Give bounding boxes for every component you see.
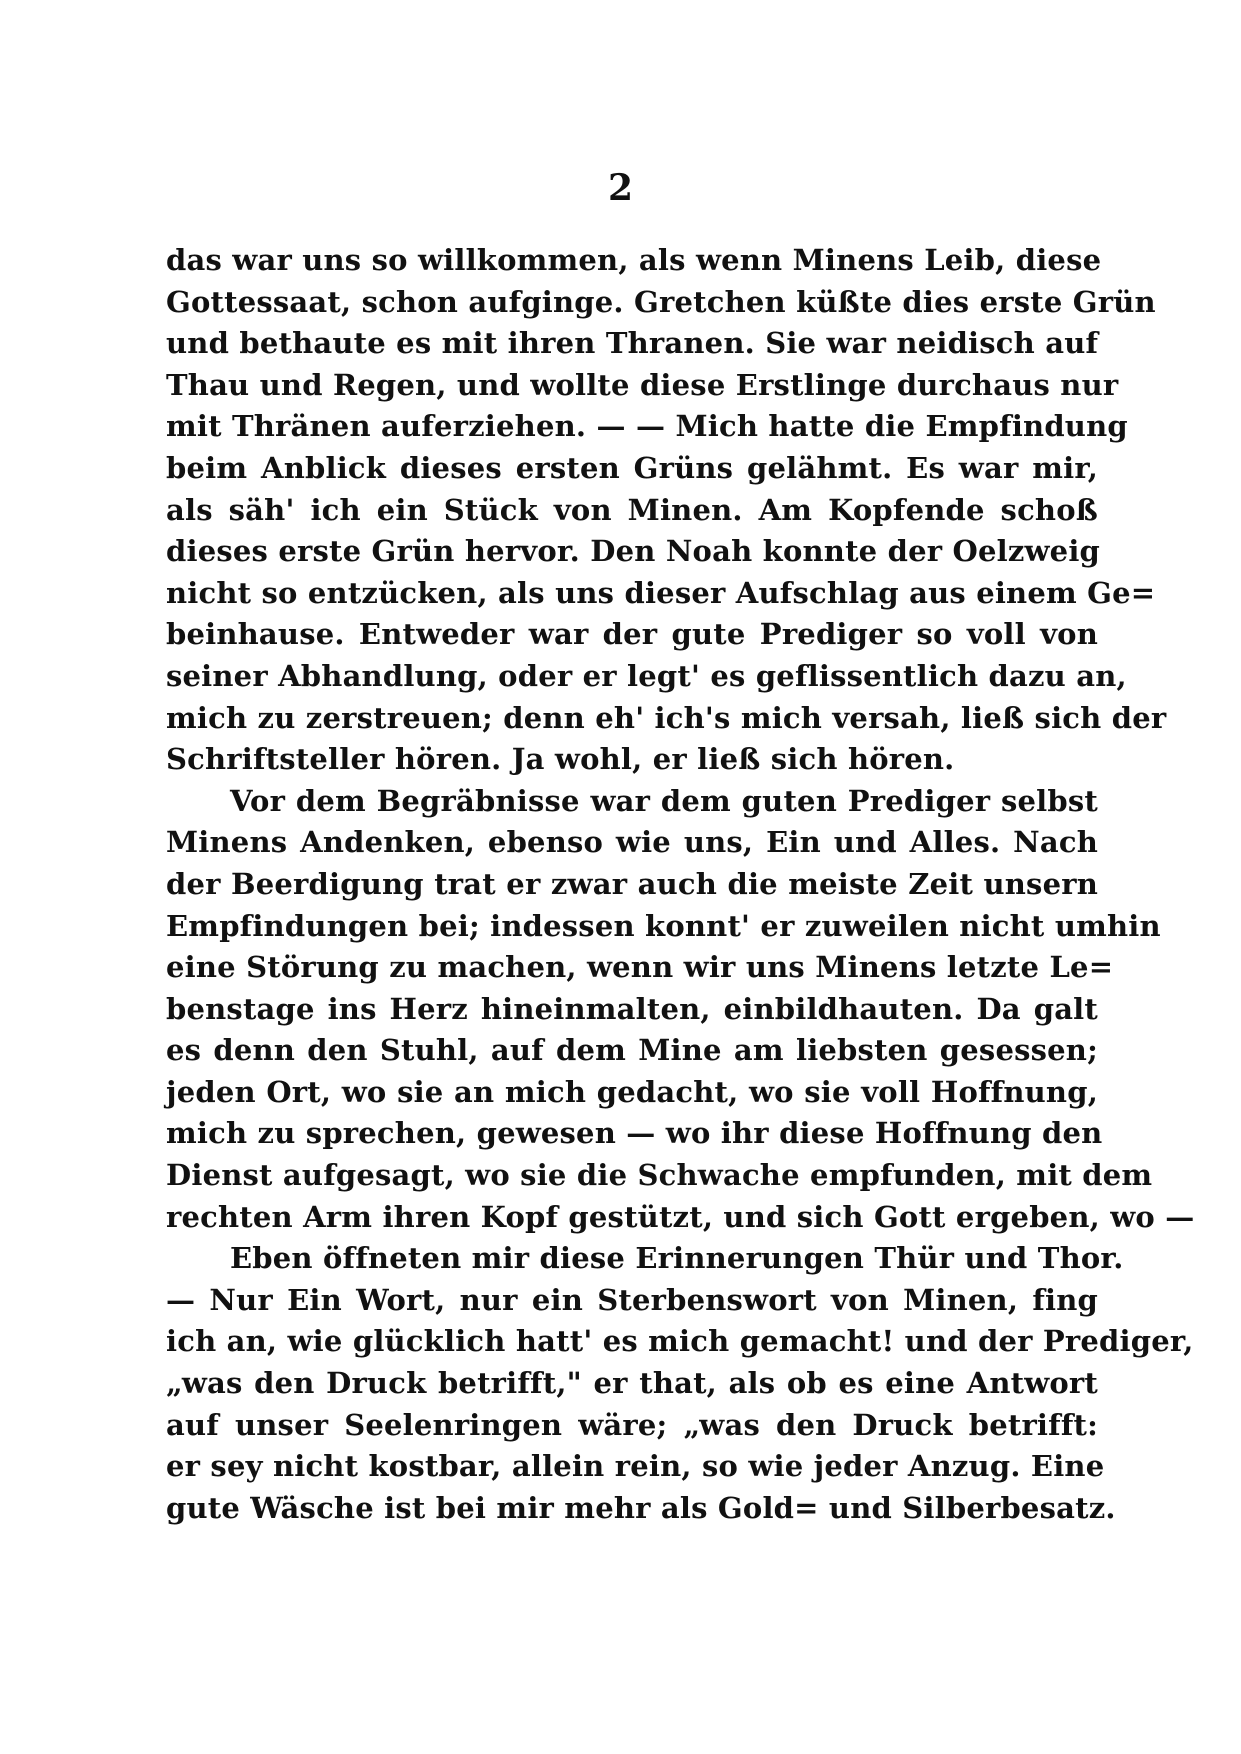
text-line: Empfindungen bei; indessen konnt' er zuweilen nicht umhin — [166, 908, 1161, 943]
text-line: Minens Andenken, ebenso wie uns, Ein und Alles. Nach — [166, 825, 1098, 860]
text-line: mich zu zerstreuen; denn eh' ich's mich versah, ließ sich der — [166, 700, 1167, 735]
text-line: nicht so entzücken, als uns dieser Aufschlag aus einem Ge= — [166, 575, 1156, 610]
text-line: und bethaute es mit ihren Thranen. Sie war neidisch auf — [166, 326, 1099, 361]
text-line: „was den Druck betrifft," er that, als ob es eine Antwort — [166, 1366, 1098, 1401]
text-line: beim Anblick dieses ersten Grüns gelähmt. Es war mir, — [166, 450, 1098, 485]
text-line: — Nur Ein Wort, nur ein Sterbenswort von Minen, fing — [166, 1282, 1098, 1317]
text-line: rechten Arm ihren Kopf gestützt, und sich Gott ergeben, wo — — [166, 1199, 1195, 1234]
text-line: eine Störung zu machen, wenn wir uns Minens letzte Le= — [166, 950, 1114, 985]
text-line: es denn den Stuhl, auf dem Mine am liebsten gesessen; — [166, 1033, 1098, 1068]
text-line: Vor dem Begräbnisse war dem guten Prediger selbst — [230, 783, 1098, 818]
text-line: mit Thränen auferziehen. — — Mich hatte die Empfindung — [166, 409, 1128, 444]
text-line: als säh' ich ein Stück von Minen. Am Kopfende schoß — [166, 492, 1098, 527]
text-line: dieses erste Grün hervor. Den Noah konnte der Oelzweig — [166, 534, 1101, 569]
text-line: Schriftsteller hören. Ja wohl, er ließ sich hören. — [166, 742, 955, 777]
text-line: mich zu sprechen, gewesen — wo ihr diese Hoffnung den — [166, 1116, 1103, 1151]
text-line: seiner Abhandlung, oder er legt' es geflissentlich dazu an, — [166, 658, 1127, 693]
text-line: ich an, wie glücklich hatt' es mich gemacht! und der Prediger, — [166, 1324, 1194, 1359]
text-line: auf unser Seelenringen wäre; „was den Druck betrifft: — [166, 1407, 1098, 1442]
text-line: Thau und Regen, und wollte diese Erstlinge durchaus nur — [166, 367, 1119, 402]
text-line: der Beerdigung trat er zwar auch die meiste Zeit unsern — [166, 866, 1098, 901]
text-line: gute Wäsche ist bei mir mehr als Gold= und Silberbesatz. — [166, 1490, 1116, 1525]
text-line: jeden Ort, wo sie an mich gedacht, wo sie voll Hoffnung, — [166, 1074, 1098, 1109]
text-line: Gottessaat, schon aufginge. Gretchen küßte dies erste Grün — [166, 284, 1156, 319]
body-text — [166, 240, 1195, 1529]
text-line: er sey nicht kostbar, allein rein, so wie jeder Anzug. Eine — [166, 1449, 1105, 1484]
text-line: das war uns so willkommen, als wenn Minens Leib, diese — [166, 243, 1102, 277]
page-number: 2 — [607, 167, 634, 209]
text-line: Dienst aufgesagt, wo sie die Schwache empfunden, mit dem — [166, 1158, 1153, 1193]
text-line: Eben öffneten mir diese Erinnerungen Thür und Thor. — [230, 1241, 1124, 1276]
text-line: beinhause. Entweder war der gute Prediger so voll von — [166, 617, 1098, 652]
text-line: benstage ins Herz hineinmalten, einbildhauten. Da galt — [166, 991, 1098, 1026]
